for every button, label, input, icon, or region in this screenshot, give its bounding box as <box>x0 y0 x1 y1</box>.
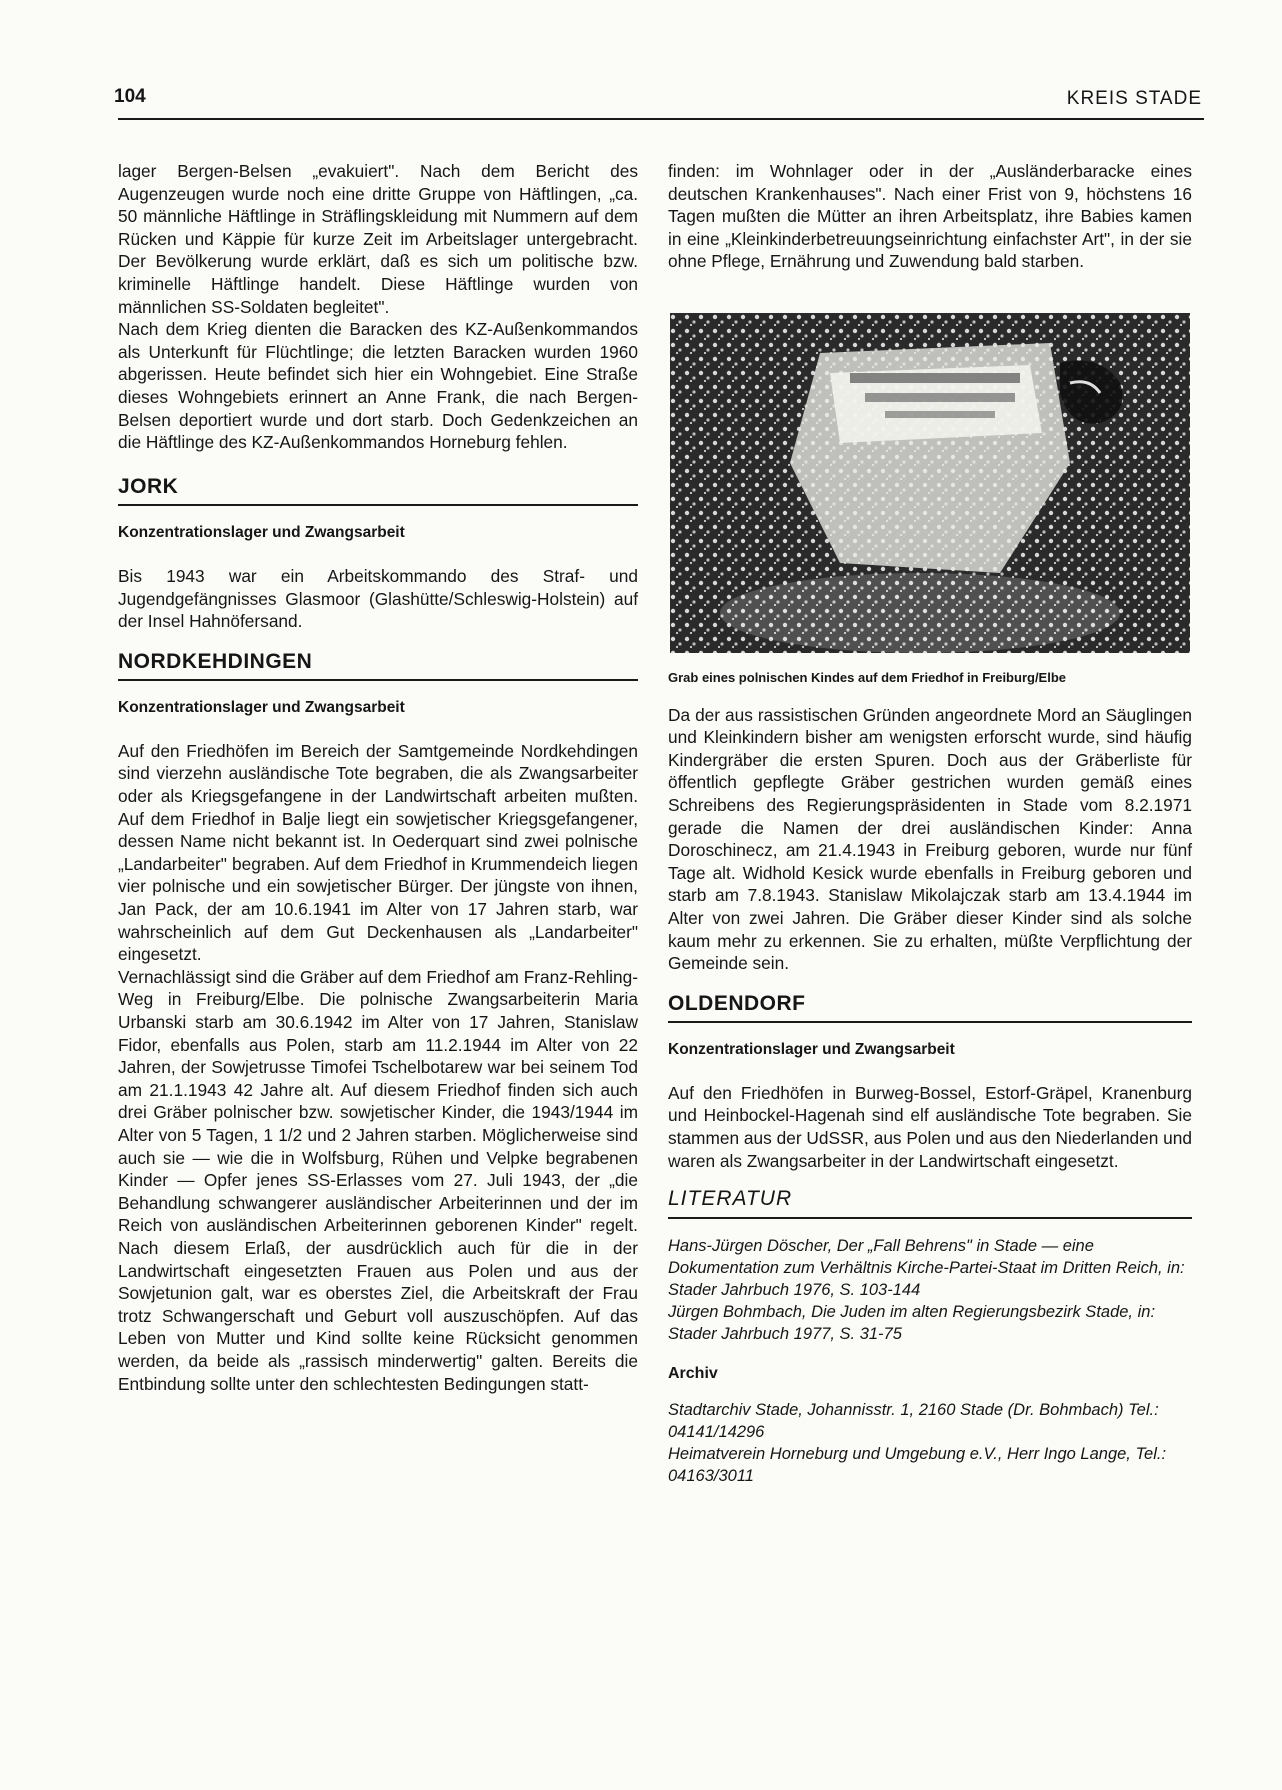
body-paragraph: finden: im Wohnlager oder in der „Ausländerbaracke eines deutschen Krankenhauses". Nach einer Frist von 9, höchstens 16 Tagen mußten die Mütter an ihren Arbeitsplatz, ihre Babies kamen in eine „Kleinkinderbetreuungseinrichtung einfachster Art", in der sie ohne Pflege, Ernährung und Zuwendung bald starben. <box>668 161 1192 272</box>
section-heading-literatur: LITERATUR <box>668 1187 793 1211</box>
grave-photo <box>670 313 1190 653</box>
archiv-heading: Archiv <box>668 1364 718 1382</box>
section-heading-jork: JORK <box>118 474 179 498</box>
body-paragraph: Bis 1943 war ein Arbeitskommando des Straf- und Jugendgefängnisses Glasmoor (Glashütte/Schleswig-Holstein) auf der Insel Hahnöfersand. <box>118 565 638 632</box>
left-column <box>118 160 638 1395</box>
literature-reference: Hans-Jürgen Döscher, Der „Fall Behrens" in Stade — eine Dokumentation zum Verhältnis Kirche-Partei-Staat im Dritten Reich, in: Stader Jahrbuch 1976, S. 103-144 <box>668 1236 1185 1299</box>
header-rule <box>118 118 1204 120</box>
body-paragraph: Auf den Friedhöfen im Bereich der Samtgemeinde Nordkehdingen sind vierzehn ausländische Tote begraben, die als Zwangsarbeiter oder als Kriegsgefangene in der Landwirtschaft arbeiten mußten. Auf dem Friedhof in Balje liegt ein sowjetischer Kriegsgefangener, dessen Name nicht bekannt ist. In Oederquart sind zwei polnische „Landarbeiter" begraben. Auf dem Friedhof in Krummendeich liegen vier polnische und ein sowjetischer Bürger. Der jüngste von ihnen, Jan Pack, der am 10.6.1941 im Alter von 17 Jahren starb, war wahrscheinlich auf dem Gut Deckenhausen als „Landarbeiter" eingesetzt. <box>118 740 638 965</box>
section-subheading: Konzentrationslager und Zwangsarbeit <box>118 524 405 542</box>
section-subheading: Konzentrationslager und Zwangsarbeit <box>118 699 405 717</box>
section-rule <box>118 504 638 506</box>
page-number: 104 <box>114 86 146 107</box>
section-rule <box>668 1021 1192 1023</box>
archive-entry: Stadtarchiv Stade, Johannisstr. 1, 2160 Stade (Dr. Bohmbach) Tel.: 04141/14296 <box>668 1401 1159 1442</box>
running-header: KREIS STADE <box>1066 88 1202 109</box>
body-paragraph: Vernachlässigt sind die Gräber auf dem Friedhof am Franz-Rehling-Weg in Freiburg/Elbe. Die polnische Zwangsarbeiterin Maria Urbanski starb am 30.6.1942 im Alter von 17 Jahren, Stanislaw Fidor, ebenfalls aus Polen, starb am 11.2.1944 im Alter von 22 Jahren, der Sowjetrusse Timofei Tschelbotarew war bei seinem Tod am 21.1.1943 42 Jahre alt. Auf diesem Friedhof finden sich auch drei Gräber polnischer bzw. sowjetischer Kinder, die 1943/1944 im Alter von 5 Tagen, 1 1/2 und 2 Jahren starben. Möglicherweise sind auch sie — wie die in Wolfsburg, Rühen und Velpke begrabenen Kinder — Opfer jenes SS-Erlasses vom 27. Juli 1943, der „die Behandlung schwangerer ausländischer Arbeiterinnen und der im Reich von ausländischen Arbeiterinnen geborenen Kinder" regelt. Nach diesem Erlaß, der ausdrücklich auch für die in der Landwirtschaft eingesetzten Frauen aus Polen und aus der Sowjetunion galt, war es oberstes Ziel, die Arbeitskraft der Frau trotz Schwangerschaft und Geburt voll auszuschöpfen. Auf das Leben von Mutter und Kind sollte keine Rücksicht genommen werden, da beide als „rassisch minderwertig" galten. Bereits die Entbindung sollte unter den schlechtesten Bedingungen statt- <box>118 966 638 1394</box>
literature-list <box>668 1235 1192 1488</box>
section-rule <box>668 1217 1192 1219</box>
photo-caption: Grab eines polnischen Kindes auf dem Friedhof in Freiburg/Elbe <box>668 669 1067 685</box>
body-paragraph: lager Bergen-Belsen „evakuiert". Nach dem Bericht des Augenzeugen wurde noch eine dritte Gruppe von Häftlingen, „ca. 50 männliche Häftlinge in Sträflingskleidung mit Nummern auf dem Rücken und Käppie für kurze Zeit im Arbeitslager untergebracht. Der Bevölkerung wurde erklärt, daß es sich um politische bzw. kriminelle Häftlinge handelt. Diese Häftlinge wurden von männlichen SS-Soldaten begleitet". <box>118 161 638 317</box>
section-subheading: Konzentrationslager und Zwangsarbeit <box>668 1041 955 1059</box>
body-paragraph: Nach dem Krieg dienten die Baracken des KZ-Außenkommandos als Unterkunft für Flüchtlinge; die letzten Baracken wurden 1960 abgerissen. Heute befindet sich hier ein Wohngebiet. Eine Straße dieses Wohngebiets erinnert an Anne Frank, die nach Bergen-Belsen deportiert wurde und dort starb. Doch Gedenkzeichen an die Häftlinge des KZ-Außenkommandos Horneburg fehlen. <box>118 319 638 453</box>
archive-entry: Heimatverein Horneburg und Umgebung e.V., Herr Ingo Lange, Tel.: 04163/3011 <box>668 1445 1167 1486</box>
section-rule <box>118 679 638 681</box>
body-paragraph: Auf den Friedhöfen in Burweg-Bossel, Estorf-Gräpel, Kranenburg und Heinbockel-Hagenah sind elf ausländische Tote begraben. Sie stammen aus der UdSSR, aus Polen und aus den Niederlanden und waren als Zwangsarbeiter in der Landwirtschaft eingesetzt. <box>668 1082 1192 1171</box>
section-heading-oldendorf: OLDENDORF <box>668 991 806 1015</box>
right-column <box>668 160 1192 1487</box>
literature-reference: Jürgen Bohmbach, Die Juden im alten Regierungsbezirk Stade, in: Stader Jahrbuch 1977, S. 31-75 <box>668 1302 1156 1343</box>
grave-photo-graphic <box>670 313 1190 653</box>
section-heading-nordkehdingen: NORDKEHDINGEN <box>118 649 313 673</box>
body-paragraph: Da der aus rassistischen Gründen angeordnete Mord an Säuglingen und Kleinkindern bisher am wenigsten erforscht wurde, sind häufig Kindergräber die ersten Spuren. Doch aus der Gräberliste für öffentlich gepflegte Gräber gestrichen wurden gemäß eines Schreibens des Regierungspräsidenten in Stade vom 8.2.1971 gerade die Namen der drei ausländischen Kinder: Anna Doroschinecz, am 21.4.1943 in Freiburg geboren, wurde nur fünf Tage alt. Widhold Kesick wurde ebenfalls in Freiburg geboren und starb am 7.8.1943. Stanislaw Mikolajczak starb am 13.4.1944 im Alter von zwei Jahren. Die Gräber dieser Kinder sind als solche kaum mehr zu erkennen. Sie zu erhalten, müßte Verpflichtung der Gemeinde sein. <box>668 704 1192 974</box>
